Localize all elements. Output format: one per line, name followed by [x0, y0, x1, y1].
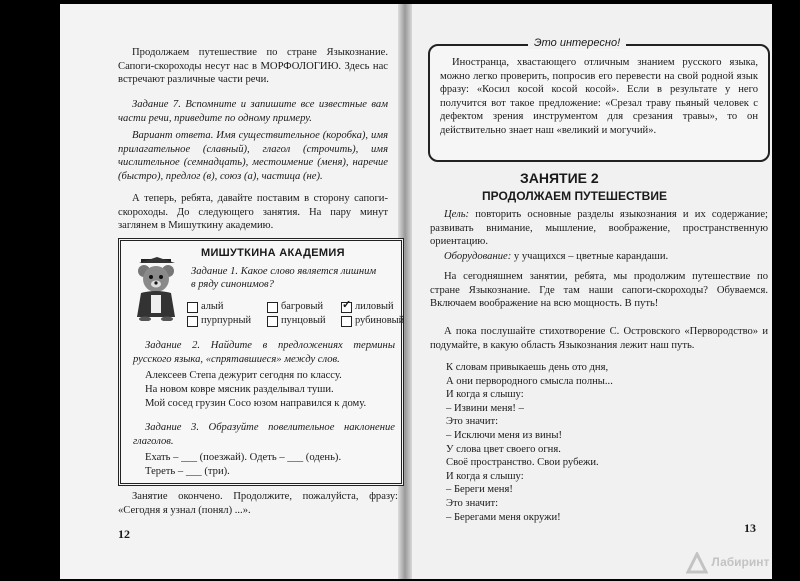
sentence-3: Мой сосед грузин Сосо юзом направился к дому.	[145, 398, 367, 409]
box-text: Иностранца, хвастающего отличным знанием русского языка, можно легко проверить, попросив его перевести на свой родной язык фразу: «Косил косой косой косой». Если в результате у него получится вот такое предложение: «Срезал траву пьяный человек с дефектом зрения инструментом для срезания травы», то он действительно знает наш «великий и могучий».	[440, 57, 758, 136]
answer-variant: Вариант ответа. Имя существительное (коробка), имя прилагательное (славный), глагол (строчить), имя числительное (семнадцать), местоимение (меня), наречие (быстро), предлог (в), союз (а), частица (не).	[118, 130, 388, 182]
task-2: Задание 2. Найдите в предложениях термины русского языка, «спрятавшиеся» между слов.	[133, 340, 395, 365]
option-checkbox[interactable]	[267, 301, 323, 313]
checkbox-icon[interactable]	[267, 316, 278, 327]
poem-line: К словам привыкаешь день ото дня,	[446, 362, 609, 373]
right-paragraph-1: На сегодняшнем занятии, ребята, мы продолжим путешествие по стране Языкознание. Где там наши сапоги-скороходы? Обуваемся. Включаем воображение на всю мощность. В путь!	[430, 271, 768, 310]
option-label: лиловый	[355, 301, 394, 312]
labirint-logo-icon	[686, 552, 708, 574]
academy-box	[118, 238, 404, 486]
page-number-left: 12	[118, 527, 130, 541]
task-1-line-2: в ряду синонимов?	[191, 279, 274, 290]
checkbox-icon[interactable]	[187, 302, 198, 313]
option-label: багровый	[281, 301, 323, 312]
bear-mascot-icon	[129, 257, 185, 321]
task-3: Задание 3. Образуйте повелительное наклонение глаголов.	[133, 422, 395, 447]
watermark-text: Лабиринт	[711, 555, 770, 570]
task-7: Задание 7. Вспомните и запишите все известные вам части речи, приведите по одному примеру.	[118, 99, 388, 124]
poem-line: – Извини меня! –	[446, 402, 524, 414]
checkbox-checked-icon[interactable]	[341, 302, 352, 313]
exercise-line-2: Тереть – ___ (три).	[145, 466, 230, 477]
academy-title: МИШУТКИНА АКАДЕМИЯ	[201, 247, 345, 259]
poem-line: Своё пространство. Свои рубежи.	[446, 457, 599, 469]
option-label: рубиновый	[355, 315, 405, 326]
poem-line: Это значит:	[446, 416, 499, 428]
option-label: пурпурный	[201, 315, 252, 326]
option-checkbox[interactable]	[267, 315, 326, 327]
box-title: Это интересно!	[528, 37, 626, 49]
option-label: алый	[201, 301, 224, 312]
lesson-title: ЗАНЯТИЕ 2	[520, 170, 599, 186]
poem	[446, 361, 766, 524]
option-checkbox[interactable]	[341, 301, 394, 313]
goal-label: Цель:	[444, 209, 470, 220]
equipment	[430, 250, 768, 264]
checkbox-icon[interactable]	[341, 316, 352, 327]
poem-line: – Берегами меня окружи!	[446, 511, 561, 523]
exercise-line-1: Ехать – ___ (поезжай). Одеть – ___ (одень).	[145, 452, 342, 463]
option-checkbox[interactable]	[187, 315, 251, 327]
option-checkbox[interactable]	[341, 315, 404, 327]
lesson-subtitle: ПРОДОЛЖАЕМ ПУТЕШЕСТВИЕ	[482, 189, 667, 203]
checkbox-icon[interactable]	[267, 302, 278, 313]
poem-line: И когда я слышу:	[446, 389, 524, 401]
equipment-text: у учащихся – цветные карандаши.	[513, 251, 669, 262]
page-number-right: 13	[744, 521, 756, 535]
goal	[430, 208, 768, 249]
interesting-fact-box	[428, 37, 770, 162]
poem-line: А они первородного смысла полны...	[446, 375, 613, 387]
sentence-1: Алексеев Степа дежурит сегодня по классу.	[145, 370, 342, 381]
poem-line: – Исключи меня из вины!	[446, 429, 562, 441]
labirint-watermark-logo	[686, 552, 796, 578]
equipment-label: Оборудование:	[444, 251, 512, 262]
sentence-2: На новом ковре мясник разделывал туши.	[145, 384, 334, 395]
option-label: пунцовый	[281, 315, 326, 326]
left-paragraph-2: А теперь, ребята, давайте поставим в сторону сапоги-скороходы. До следующего занятия. На пару минут заглянем в Мишуткину академию.	[118, 193, 388, 232]
poem-line: – Береги меня!	[446, 484, 513, 496]
left-paragraph-3: Занятие окончено. Продолжите, пожалуйста, фразу: «Сегодня я узнал (понял) ...».	[118, 491, 398, 516]
option-checkbox[interactable]	[187, 301, 223, 313]
right-paragraph-2: А пока послушайте стихотворение С. Островского «Первородство» и подумайте, в какую область Языкознания лежит наш путь.	[430, 326, 768, 351]
poem-line: Это значит:	[446, 497, 499, 509]
poem-line: У слова цвет своего огня.	[446, 443, 561, 455]
poem-line: И когда я слышу:	[446, 470, 524, 482]
goal-text: повторить основные разделы языкознания и их содержание; развивать внимание, мышление, воображение, пространственную ориентацию.	[430, 209, 768, 248]
task-1-line-1: Задание 1. Какое слово является лишним	[191, 266, 377, 277]
checkbox-icon[interactable]	[187, 316, 198, 327]
left-paragraph-1: Продолжаем путешествие по стране Языкознание. Сапоги-скороходы несут нас в МОРФОЛОГИЮ. Здесь нас встречают различные части речи.	[118, 47, 388, 86]
